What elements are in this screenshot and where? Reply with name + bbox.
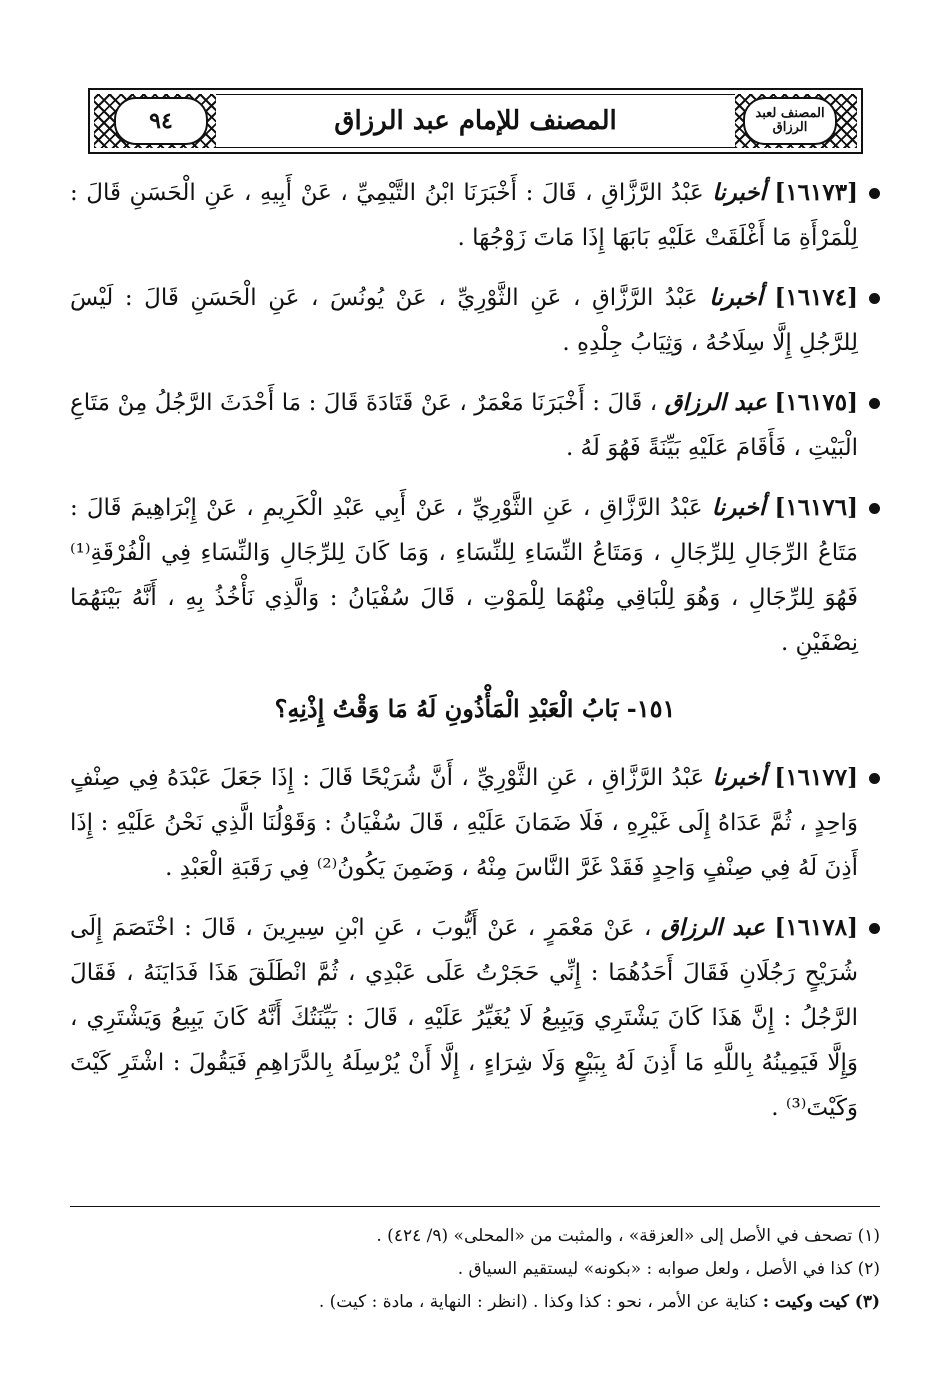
footnote-item xyxy=(70,1286,880,1319)
page-header xyxy=(88,88,863,154)
hadith-source: أخبرنا xyxy=(712,179,766,206)
footnote-item xyxy=(70,1253,880,1286)
hadith-entry xyxy=(70,380,880,471)
hadith-text: ، قَالَ : أَخْبَرَنَا مَعْمَرٌ ، عَنْ قَتَادَةَ قَالَ : مَا أَحْدَثَ الرَّجُلُ مِنْ مَتَاعِ الْبَيْتِ ، فَأَقَامَ عَلَيْهِ بَيِّنَةً فَهُوَ لَهُ . xyxy=(70,390,858,461)
hadith-number: [١٦١٧٥] xyxy=(774,389,859,416)
footnote-divider xyxy=(70,1206,880,1207)
footnote-text: كناية عن الأمر ، نحو : كذا وكذا . (انظر : النهاية ، مادة : كيت) . xyxy=(318,1292,758,1312)
hadith-source: عبد الرزاق xyxy=(664,389,767,416)
hadith-source: أخبرنا xyxy=(711,494,766,521)
book-title: المصنف للإمام عبد الرزاق xyxy=(334,106,617,136)
main-text xyxy=(70,170,880,1145)
hadith-entry xyxy=(70,485,880,666)
bullet-icon xyxy=(869,773,880,784)
footnotes xyxy=(70,1220,880,1319)
hadith-text: عَبْدُ الرَّزَّاقِ ، قَالَ : أَخْبَرَنَا ابْنُ التَّيْمِيِّ ، عَنْ أَبِيهِ ، عَنِ الْحَسَنِ قَالَ : لِلْمَرْأَةِ مَا أَغْلَقَتْ عَلَيْهِ بَابَهَا إِذَا مَاتَ زَوْجُهَا . xyxy=(70,180,858,251)
hadith-text: عَبْدُ الرَّزَّاقِ ، عَنِ الثَّوْرِيِّ ، عَنْ أَبِي عَبْدِ الْكَرِيمِ ، عَنْ إِبْرَاهِيمَ قَالَ : مَتَاعُ الرِّجَالِ لِلرِّجَالِ ، وَمَتَاعُ النِّسَاءِ لِلنِّسَاءِ ، وَمَا كَانَ لِلرِّجَالِ وَالنِّسَاءِ فِي الْفُرْقَةِ⁽¹⁾ فَهُوَ لِلرِّجَالِ ، وَهُوَ لِلْبَاقِي مِنْهُمَا لِلْمَوْتِ ، قَالَ سُفْيَانُ : وَالَّذِي نَأْخُذُ بِهِ ، أَنَّهُ بَيْنَهُمَا نِصْفَيْنِ . xyxy=(70,495,858,656)
hadith-source: أخبرنا xyxy=(712,764,767,791)
hadith-text: عَبْدُ الرَّزَّاقِ ، عَنِ الثَّوْرِيِّ ، أَنَّ شُرَيْحًا قَالَ : إِذَا جَعَلَ عَبْدَهُ فِي صِنْفٍ وَاحِدٍ ، ثُمَّ عَدَاهُ إِلَى غَيْرِهِ ، فَلَا ضَمَانَ عَلَيْهِ ، قَالَ سُفْيَانُ : وَقَوْلُنَا الَّذِي نَحْنُ عَلَيْهِ : إِذَا أَذِنَ لَهُ فِي صِنْفٍ وَاحِدٍ فَقَدْ غَرَّ النَّاسَ مِنْهُ ، وَضَمِنَ يَكُونُ⁽²⁾ فِي رَقَبَةِ الْعَبْدِ . xyxy=(70,765,859,881)
hadith-number: [١٦١٧٣] xyxy=(774,179,858,206)
hadith-entry xyxy=(70,905,880,1131)
hadith-source: أخبرنا xyxy=(709,284,763,311)
page-number: ٩٤ xyxy=(149,108,173,134)
page-number-cartouche xyxy=(114,97,208,145)
bullet-icon xyxy=(869,398,880,409)
bullet-icon xyxy=(869,293,880,304)
bullet-icon xyxy=(869,923,880,934)
logo-cartouche xyxy=(743,97,837,145)
header-ornament-left xyxy=(94,94,216,148)
bullet-icon xyxy=(869,188,880,199)
hadith-source: عبد الرزاق xyxy=(660,914,766,941)
bullet-icon xyxy=(869,503,880,514)
header-ornament-right xyxy=(735,94,857,148)
footnote-text: (١) تصحف في الأصل إلى «العزقة» ، والمثبت من «المحلى» (٩/ ٤٢٤) . xyxy=(376,1226,880,1246)
hadith-number: [١٦١٧٨] xyxy=(774,914,859,941)
hadith-entry xyxy=(70,755,880,891)
book-logo: المصنف لعبد الرزاق xyxy=(755,106,825,135)
hadith-number: [١٦١٧٧] xyxy=(774,764,858,791)
hadith-number: [١٦١٧٤] xyxy=(774,284,859,311)
hadith-number: [١٦١٧٦] xyxy=(774,494,859,521)
footnote-text: (٢) كذا في الأصل ، ولعل صوابه : «بكونه» ليستقيم السياق . xyxy=(457,1259,880,1279)
hadith-entry xyxy=(70,275,880,366)
hadith-text: ، عَنْ مَعْمَرٍ ، عَنْ أَيُّوبَ ، عَنِ ابْنِ سِيرِينَ ، قَالَ : اخْتَصَمَ إِلَى شُرَيْحٍ رَجُلَانِ فَقَالَ أَحَدُهُمَا : إِنِّي حَجَرْتُ عَلَى عَبْدِي ، ثُمَّ انْطَلَقَ هَذَا فَدَايَنَهُ ، فَقَالَ الرَّجُلُ : إِنَّ هَذَا كَانَ يَشْتَرِي وَيَبِيعُ لَا يُغَيِّرُ عَلَيْهِ ، قَالَ : بَيِّنَتُكَ أَنَّهُ كَانَ يَبِيعُ وَيَشْتَرِي ، وَإِلَّا فَيَمِينُهُ بِاللَّهِ مَا أَذِنَ لَهُ بِبَيْعٍ وَلَا شِرَاءٍ ، إِلَّا أَنْ يُرْسِلَهُ بِالدَّرَاهِمِ فَيَقُولَ : اشْتَرِ كَيْتَ وَكَيْتَ⁽³⁾ . xyxy=(70,915,858,1121)
hadith-entry xyxy=(70,170,880,261)
footnote-term: (٣) كيت وكيت : xyxy=(762,1292,880,1312)
chapter-heading: ١٥١- بَابُ الْعَبْدِ الْمَأْذُونِ لَهُ مَا وَقْتُ إِذْنِهِ؟ xyxy=(274,694,676,723)
hadith-text: عَبْدُ الرَّزَّاقِ ، عَنِ الثَّوْرِيِّ ، عَنْ يُونُسَ ، عَنِ الْحَسَنِ قَالَ : لَيْسَ لِلرَّجُلِ إِلَّا سِلَاحُهُ ، وَثِيَابُ جِلْدِهِ . xyxy=(70,285,858,356)
footnote-item xyxy=(70,1220,880,1253)
